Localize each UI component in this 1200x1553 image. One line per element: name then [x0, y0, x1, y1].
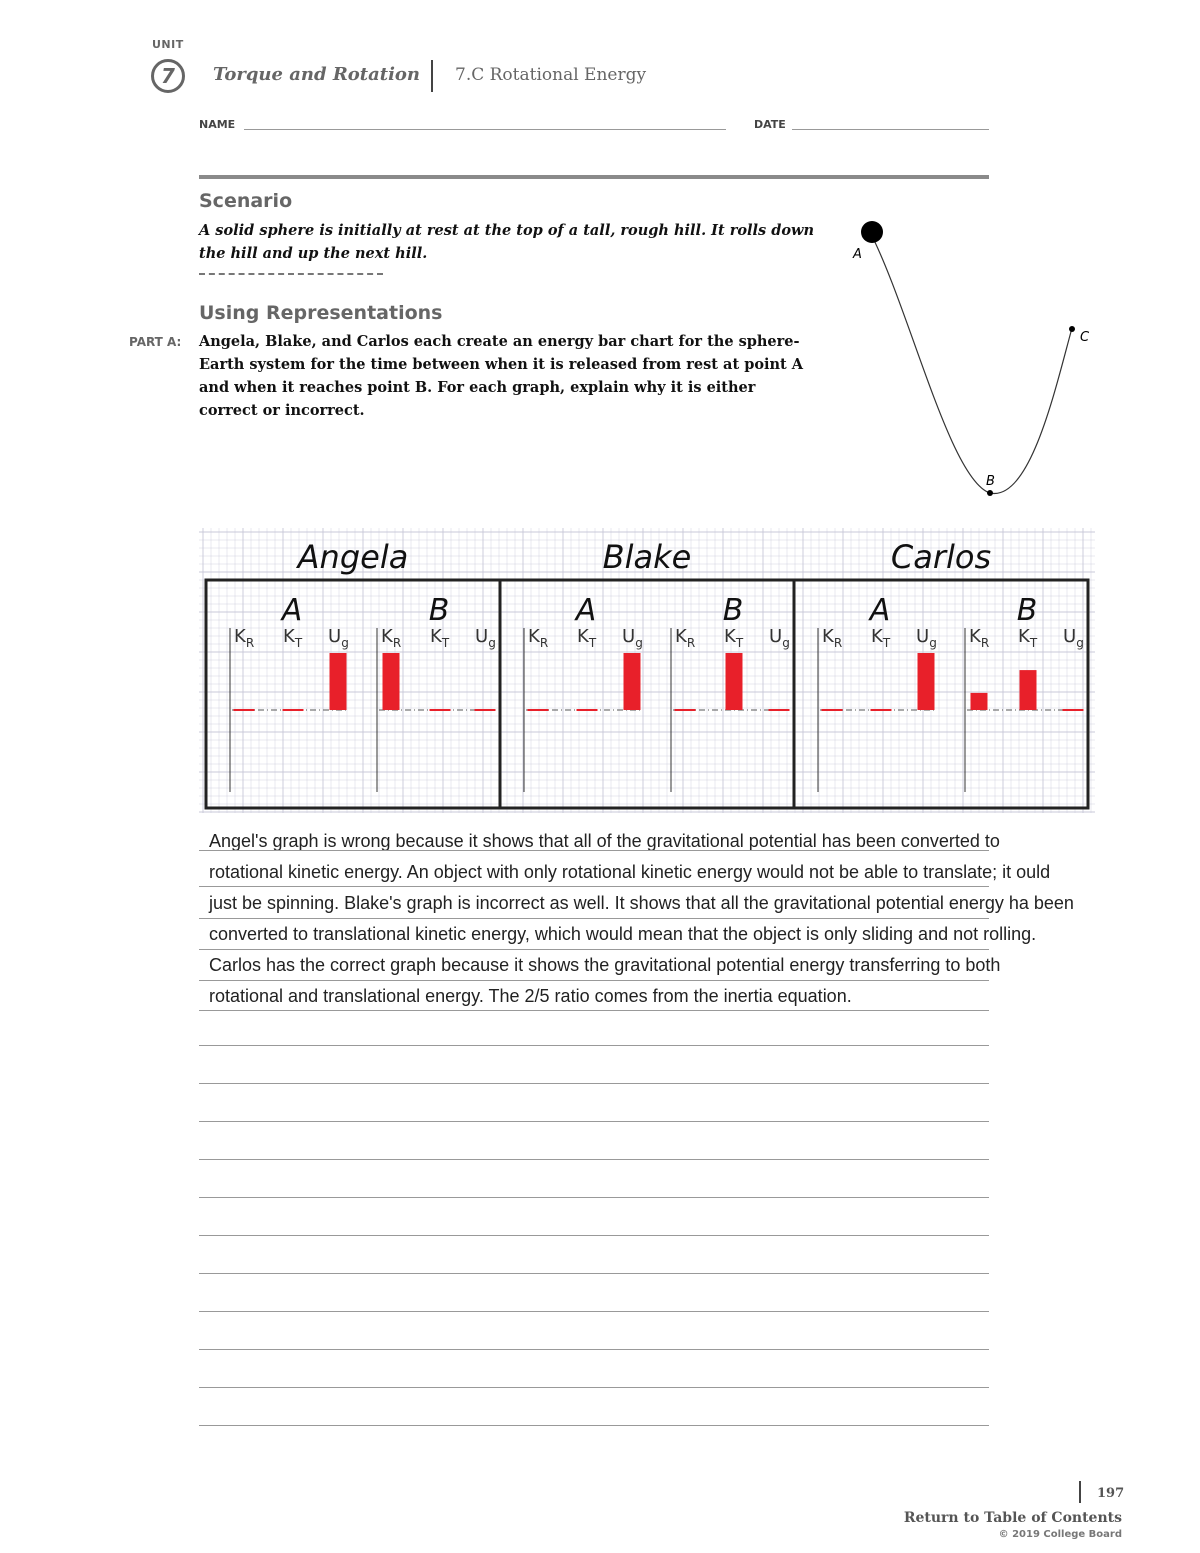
answer-rule-line [199, 1311, 989, 1312]
chart-title: Carlos [890, 538, 992, 576]
answer-rule-line [199, 1349, 989, 1350]
chart-title: Angela [297, 538, 409, 576]
hill-diagram [840, 210, 1100, 510]
panel-point-label: B [722, 593, 744, 628]
unit-title: Torque and Rotation [213, 64, 420, 85]
answer-rule-line [199, 1273, 989, 1274]
answer-rule-line [199, 1197, 989, 1198]
chart-frame [500, 580, 794, 808]
category-label: $K_R$ [969, 626, 990, 650]
panel-point-label: A [575, 593, 597, 628]
point-b-label: B [986, 474, 995, 489]
category-label: $K_R$ [675, 626, 696, 650]
unit-label: UNIT [152, 38, 184, 51]
chart-marks [206, 538, 1088, 808]
category-label: $K_R$ [234, 626, 255, 650]
answer-rule-line [199, 1235, 989, 1236]
category-label: $K_T$ [283, 626, 303, 650]
category-label: $U_g$ [1063, 626, 1084, 650]
category-label: $U_g$ [475, 626, 496, 650]
answer-rule-line [199, 949, 989, 950]
point-a-label: A [853, 247, 862, 262]
category-label: $K_T$ [871, 626, 891, 650]
category-label: $K_R$ [822, 626, 843, 650]
answer-line: Carlos has the correct graph because it shows the gravitational potential energy transferring to both [209, 955, 1001, 975]
lesson-title: 7.C Rotational Energy [455, 65, 647, 85]
copyright: © 2019 College Board [998, 1529, 1122, 1540]
unit-number-badge [151, 59, 185, 93]
answer-rule-line [199, 918, 989, 919]
energy-bar [971, 693, 988, 710]
name-label: NAME [199, 118, 236, 131]
table-of-contents-link[interactable]: Return to Table of Contents [903, 1510, 1122, 1526]
chart-title: Blake [602, 538, 692, 576]
student-answer[interactable] [209, 826, 1199, 1012]
category-label: $K_T$ [1018, 626, 1038, 650]
category-label: $K_T$ [430, 626, 450, 650]
category-label: $K_T$ [577, 626, 597, 650]
chart-frame [206, 580, 500, 808]
header-divider [431, 60, 433, 92]
name-field[interactable] [244, 129, 726, 130]
answer-rule-line [199, 1387, 989, 1388]
panel-point-label: A [869, 593, 891, 628]
answer-line: rotational kinetic energy. An object with only rotational kinetic energy would not be able to translate; it ould [209, 862, 1051, 882]
answer-line: converted to translational kinetic energy, which would mean that the object is only sliding and not rolling. [209, 924, 1037, 944]
point-c-label: C [1080, 330, 1090, 345]
category-label: $K_R$ [528, 626, 549, 650]
energy-bar [918, 653, 935, 710]
sphere [861, 221, 883, 243]
part-a-label: PART A: [129, 335, 182, 349]
category-label: $U_g$ [328, 626, 349, 650]
answer-rule-line [199, 1121, 989, 1122]
category-label: $U_g$ [622, 626, 643, 650]
chart-frame [794, 580, 1088, 808]
category-label: $U_g$ [916, 626, 937, 650]
answer-rule-line [199, 886, 989, 887]
panel-point-label: B [1016, 593, 1038, 628]
point-b-marker [987, 490, 993, 496]
answer-rule-line [199, 980, 989, 981]
footer-divider [1079, 1481, 1081, 1503]
page-number: 197 [1097, 1486, 1125, 1501]
date-label: DATE [754, 118, 786, 131]
representations-heading: Using Representations [199, 302, 443, 324]
answer-rule-line [199, 1045, 989, 1046]
answer-rule-line [199, 1083, 989, 1084]
panel-point-label: A [281, 593, 303, 628]
energy-bar-charts [199, 528, 1095, 813]
header-rule [199, 175, 989, 179]
hill-curve [870, 232, 1072, 494]
scenario-divider [199, 273, 383, 275]
category-label: $K_R$ [381, 626, 402, 650]
answer-rule-line [199, 1159, 989, 1160]
part-a-prompt: Angela, Blake, and Carlos each create an energy bar chart for the sphere-Earth system for the time between when it is released from rest at point A and when it reaches point B. For each graph, explain why it is either correct or incorrect. [199, 333, 804, 419]
date-field[interactable] [792, 129, 989, 130]
unit-number: 7 [161, 64, 175, 88]
answer-rule-line [199, 850, 989, 851]
energy-bar [726, 653, 743, 710]
scenario-heading: Scenario [199, 190, 293, 212]
energy-bar [330, 653, 347, 710]
category-label: $K_T$ [724, 626, 744, 650]
answer-rule-line [199, 1010, 989, 1011]
energy-bar [1020, 670, 1037, 710]
energy-bar [624, 653, 641, 710]
scenario-text: A solid sphere is initially at rest at the top of a tall, rough hill. It rolls down the hill and up the next hill. [199, 222, 815, 262]
answer-line: rotational and translational energy. The 2/5 ratio comes from the inertia equation. [209, 986, 852, 1006]
answer-line: just be spinning. Blake's graph is incorrect as well. It shows that all the gravitational potential energy ha been [209, 893, 1074, 913]
energy-bar [383, 653, 400, 710]
answer-line: Angel's graph is wrong because it shows that all of the gravitational potential has been converted to [209, 831, 1000, 851]
panel-point-label: B [428, 593, 450, 628]
answer-rule-line [199, 1425, 989, 1426]
category-label: $U_g$ [769, 626, 790, 650]
point-c-marker [1069, 326, 1075, 332]
